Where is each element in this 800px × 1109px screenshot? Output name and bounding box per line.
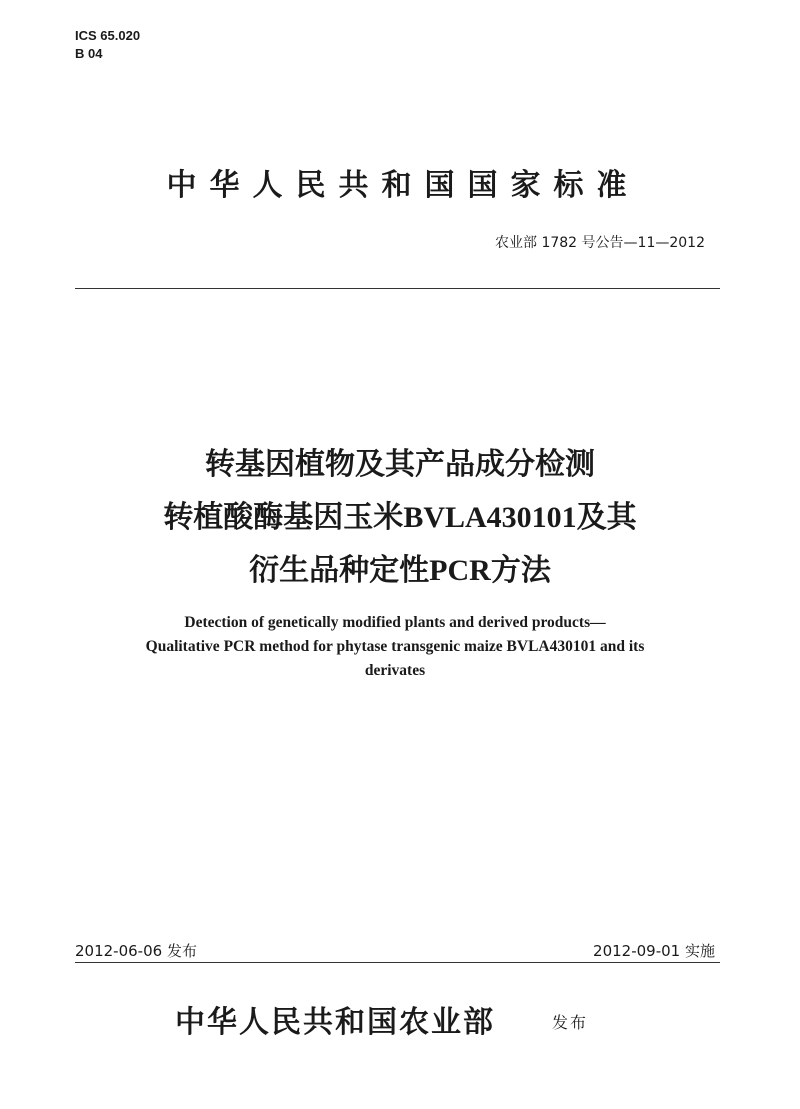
chinese-title-line-1: 转基因植物及其产品成分检测 [205, 447, 595, 482]
english-title-line-1: Detection of genetically modified plants and derived products— [184, 614, 606, 631]
classification-codes [75, 27, 140, 63]
issue-date: 2012-06-06 发布 [75, 942, 197, 960]
ics-code: ICS 65.020 [75, 28, 141, 43]
title-line-3-prefix: 衍生品种定性 [249, 553, 430, 588]
issuing-authority: 中华人民共和国农业部 [175, 1005, 495, 1040]
chinese-title-line-2 [0, 491, 800, 544]
chinese-title-line-3 [0, 544, 800, 597]
english-title-line-3: derivates [364, 662, 426, 679]
top-divider [75, 288, 720, 289]
english-title [60, 611, 730, 683]
title-line-2-code: BVLA430101 [403, 501, 577, 534]
bottom-divider [75, 962, 720, 963]
english-title-line-2: Qualitative PCR method for phytase transgenic maize BVLA430101 and its [145, 638, 645, 655]
title-line-3-code: PCR [429, 554, 491, 587]
chinese-title [0, 438, 800, 597]
issuing-authority-suffix: 发布 [552, 1013, 589, 1032]
standard-number: 农业部 1782 号公告—11—2012 [495, 235, 705, 251]
title-line-2-prefix: 转植酸酶基因玉米 [163, 500, 404, 535]
implementation-date: 2012-09-01 实施 [593, 942, 715, 960]
title-line-3-suffix: 方法 [490, 553, 551, 588]
category-code: B 04 [75, 46, 103, 61]
standard-title: 中华人民共和国国家标准 [166, 168, 640, 203]
title-line-2-suffix: 及其 [576, 500, 637, 535]
